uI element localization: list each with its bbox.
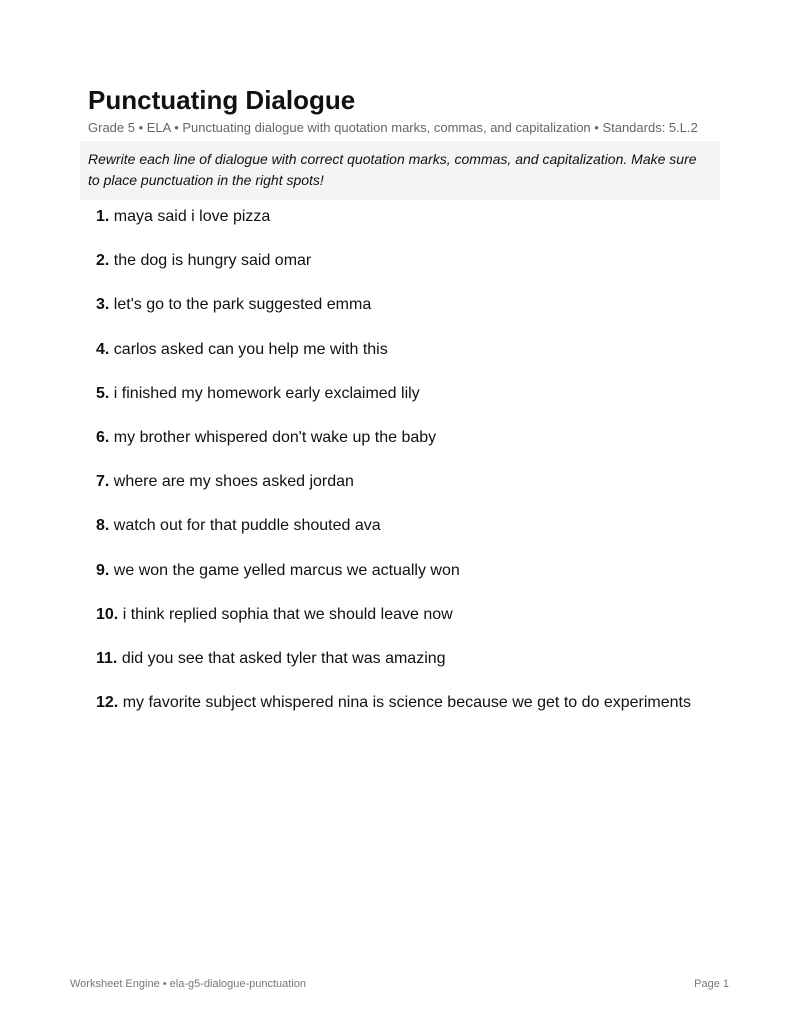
question-number: 7.	[96, 473, 110, 491]
question-text: where are my shoes asked jordan	[113, 473, 354, 491]
question-item	[96, 692, 691, 736]
question-number: 10.	[96, 605, 119, 623]
question-text: my favorite subject whispered nina is science because we get to do experiments	[122, 694, 691, 712]
question-item	[96, 339, 691, 383]
question-number: 6.	[96, 428, 110, 446]
question-number: 5.	[96, 384, 110, 402]
instructions-box: Rewrite each line of dialogue with correct quotation marks, commas, and capitalization. Make sure to place punctuation in the right spots!	[80, 141, 720, 200]
question-number: 9.	[96, 561, 110, 579]
question-text: carlos asked can you help me with this	[113, 340, 388, 358]
question-item	[96, 250, 691, 294]
question-item	[96, 427, 691, 471]
question-list	[96, 206, 691, 736]
question-item	[96, 560, 691, 604]
question-item	[96, 471, 691, 515]
question-item	[96, 294, 691, 338]
footer-page-number: Page 1	[694, 978, 729, 990]
question-text: did you see that asked tyler that was amazing	[121, 649, 446, 667]
question-text: i think replied sophia that we should leave now	[122, 605, 453, 623]
question-item	[96, 648, 691, 692]
question-number: 8.	[96, 517, 110, 535]
question-item	[96, 383, 691, 427]
question-text: my brother whispered don't wake up the baby	[113, 428, 437, 446]
question-number: 12.	[96, 694, 119, 712]
question-text: let's go to the park suggested emma	[113, 296, 372, 314]
question-number: 4.	[96, 340, 110, 358]
footer-source: Worksheet Engine • ela-g5-dialogue-punctuation	[70, 978, 307, 990]
page-title: Punctuating Dialogue	[88, 85, 356, 115]
question-text: we won the game yelled marcus we actually won	[113, 561, 460, 579]
question-text: the dog is hungry said omar	[113, 252, 312, 270]
question-number: 11.	[96, 649, 118, 667]
question-item	[96, 515, 691, 559]
question-number: 2.	[96, 252, 110, 270]
question-number: 1.	[96, 208, 110, 225]
question-item	[96, 206, 691, 250]
question-text: maya said i love pizza	[113, 208, 271, 225]
question-item	[96, 604, 691, 648]
question-text: i finished my homework early exclaimed lily	[113, 384, 420, 402]
question-number: 3.	[96, 296, 110, 314]
question-text: watch out for that puddle shouted ava	[113, 517, 381, 535]
worksheet-meta: Grade 5 • ELA • Punctuating dialogue with quotation marks, commas, and capitalization • Standards: 5.L.2	[88, 120, 698, 135]
